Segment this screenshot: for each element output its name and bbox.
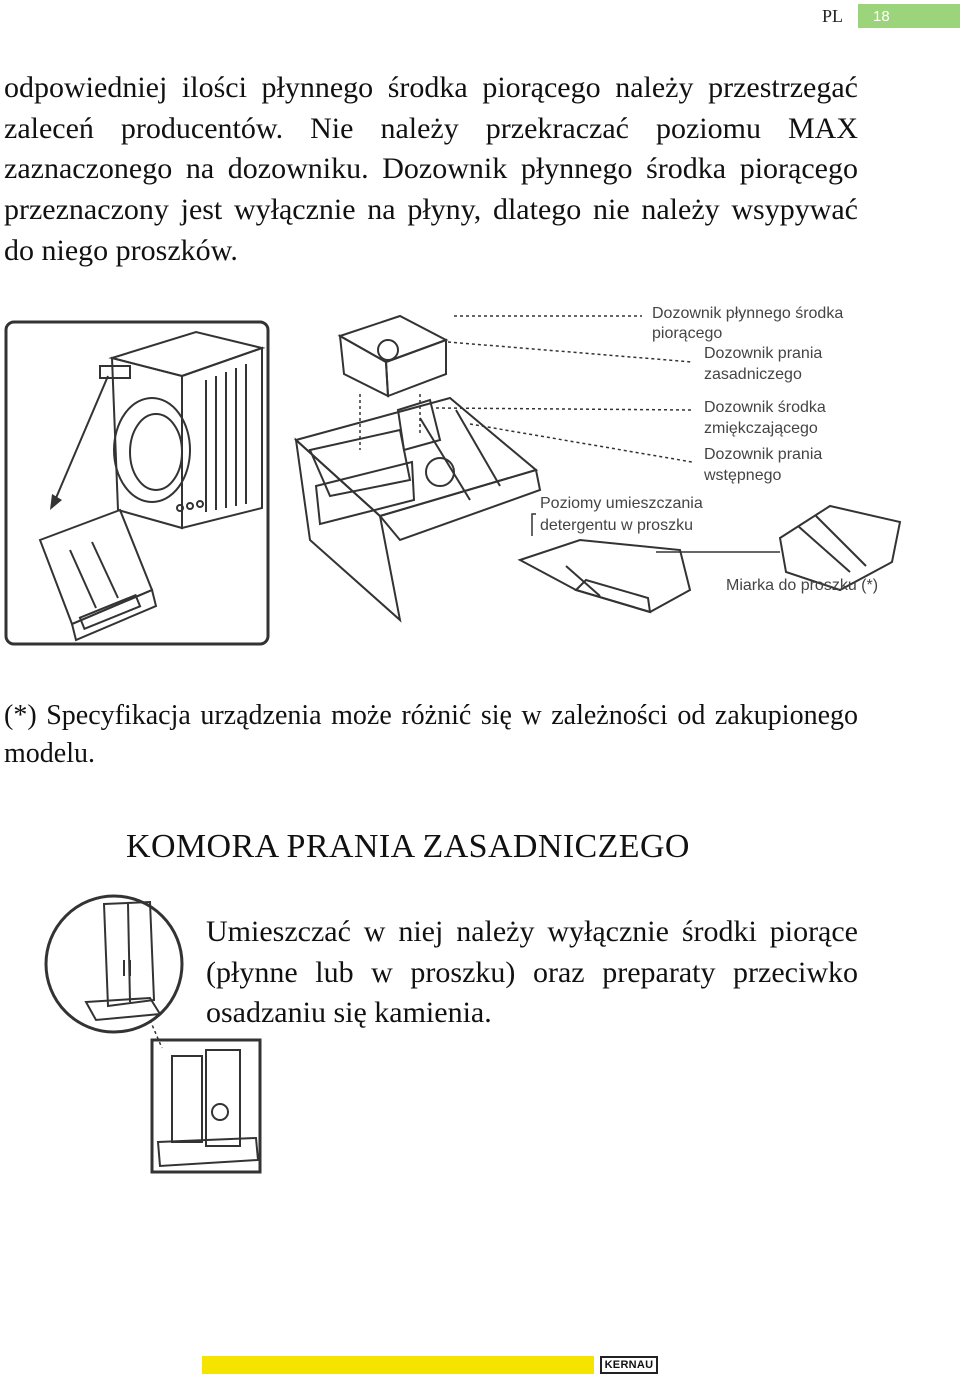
compartment-closeup-icon [86, 902, 160, 1020]
label-powder-levels-line2: detergentu w proszku [540, 517, 693, 534]
label-liquid-dispenser-line2: piorącego [652, 325, 723, 342]
spec-note: (*) Specyfikacja urządzenia może różnić się w zależności od zakupionego modelu. [4, 700, 858, 769]
washing-machine-icon [100, 332, 262, 528]
label-powder-scoop: Miarka do proszku (*) [726, 577, 879, 594]
footer-accent-bar [202, 1356, 594, 1374]
page-number-badge: 18 [858, 4, 960, 28]
label-softener-line2: zmiękczającego [704, 420, 818, 437]
label-main-wash-line1: Dozownik prania [704, 345, 823, 362]
liquid-dispenser-icon [340, 316, 446, 396]
section-body: Umieszczać w niej należy wyłącznie środki piorące (płynne lub w proszku) oraz preparaty przeciwko osadzaniu się kamienia. [206, 915, 858, 1030]
intro-paragraph: odpowiedniej ilości płynnego środka piorącego należy przestrzegać zaleceń producentów. Nie należy przekraczać poziomu MAX zaznaczonego na dozowniku. Dozownik płynnego środka piorącego przeznaczony jest wyłącznie na płyny, dlatego nie należy wsypywać do niego proszków. [4, 71, 858, 267]
label-softener-line1: Dozownik środka [704, 399, 826, 416]
brand-logo: KERNAU [600, 1356, 658, 1374]
detergent-drawer-diagram [0, 290, 960, 650]
label-prewash-line1: Dozownik prania [704, 446, 823, 463]
label-main-wash-line2: zasadniczego [704, 366, 802, 383]
label-liquid-dispenser-line1: Dozownik płynnego środka [652, 305, 844, 322]
drawer-topview-icon [158, 1050, 258, 1166]
language-code: PL [822, 6, 844, 26]
powder-scoop-icon [520, 540, 690, 612]
small-drawer-icon [40, 510, 156, 640]
label-prewash-line2: wstępnego [704, 467, 782, 484]
softener-flap-icon [398, 400, 440, 450]
zoom-circle [46, 896, 182, 1032]
inset-arrow [56, 376, 108, 498]
label-powder-levels-line1: Poziomy umieszczania [540, 495, 703, 512]
main-drawer-icon [296, 398, 540, 620]
section-heading: KOMORA PRANIA ZASADNICZEGO [126, 828, 690, 865]
